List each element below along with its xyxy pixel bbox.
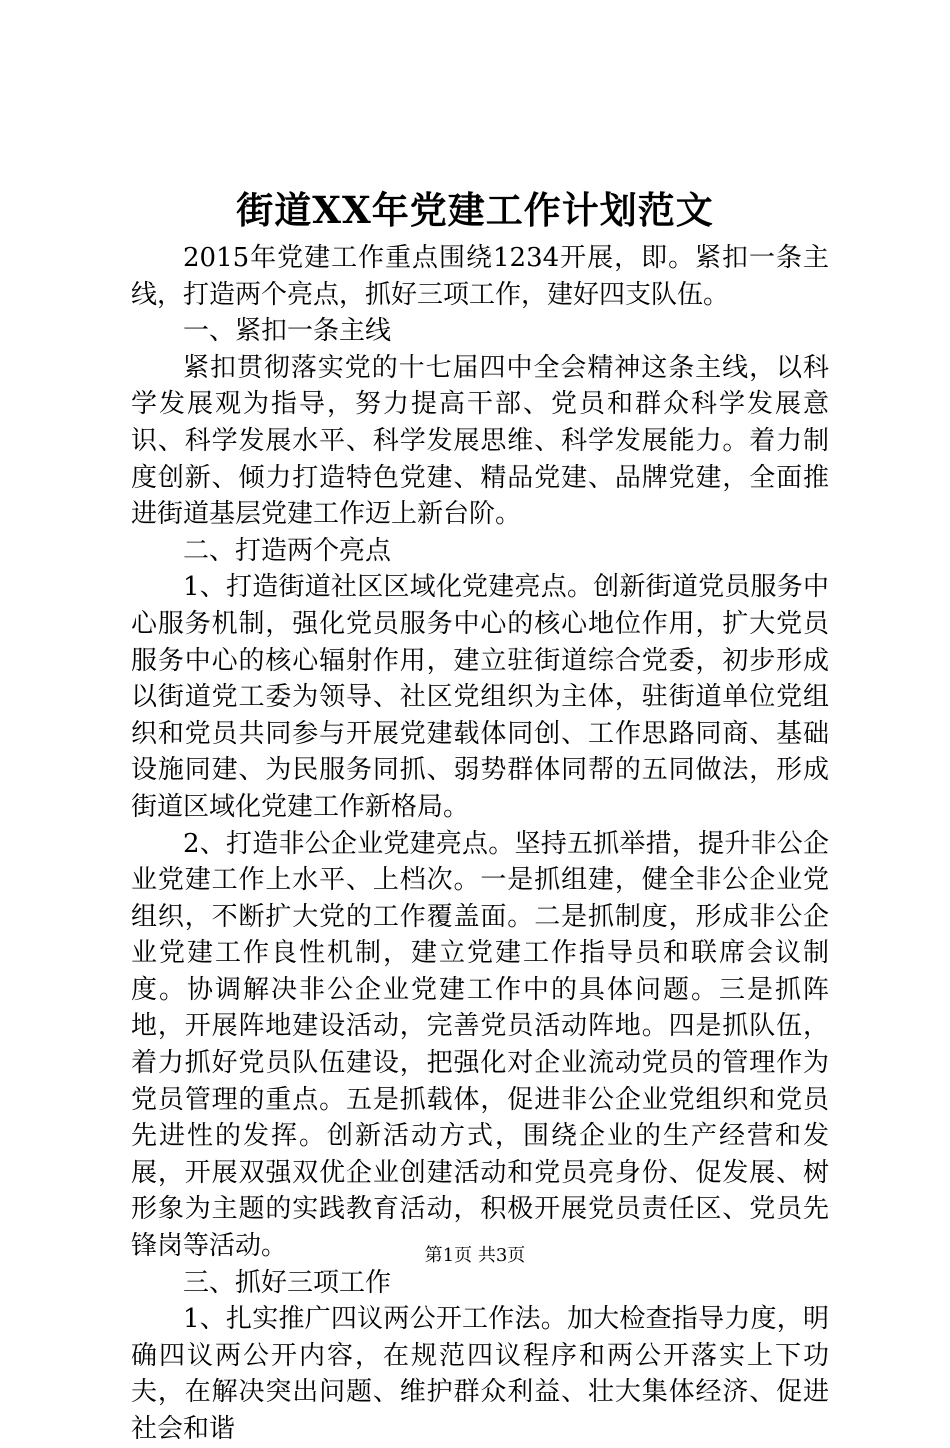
intro-paragraph: 2015年党建工作重点围绕1234开展，即。紧扣一条主线，打造两个亮点，抓好三项工作，建好四支队伍。 [131,243,829,310]
section-heading-1: 一、紧扣一条主线 [183,316,392,347]
section-heading-3: 三、抓好三项工作 [183,1267,392,1298]
page-footer: 第1页 共3页 [424,1245,526,1266]
section-1-paragraph: 紧扣贯彻落实党的十七届四中全会精神这条主线，以科学发展观为指导，努力提高干部、党员和群众科学发展意识、科学发展水平、科学发展思维、科学发展能力。着力制度创新、倾力打造特色党建、精品党建、品牌党建，全面推进街道基层党建工作迈上新台阶。 [131,352,829,530]
section-3-item-1: 1、扎实推广四议两公开工作法。加大检查指导力度，明确四议两公开内容，在规范四议程序和两公开落实上下功夫，在解决突出问题、维护群众利益、壮大集体经济、促进社会和谐 [131,1304,829,1444]
document-title: 街道XX年党建工作计划范文 [236,188,714,232]
section-2-item-1: 1、打造街道社区区域化党建亮点。创新街道党员服务中心服务机制，强化党员服务中心的核心地位作用，扩大党员服务中心的核心辐射作用，建立驻街道综合党委，初步形成以街道党工委为领导、社区党组织为主体，驻街道单位党组织和党员共同参与开展党建载体同创、工作思路同商、基础设施同建、为民服务同抓、弱势群体同帮的五同做法，形成街道区域化党建工作新格局。 [131,572,829,822]
section-heading-2: 二、打造两个亮点 [183,535,392,566]
section-2-item-2: 2、打造非公企业党建亮点。坚持五抓举措，提升非公企业党建工作上水平、上档次。一是抓组建，健全非公企业党组织，不断扩大党的工作覆盖面。二是抓制度，形成非公企业党建工作良性机制，建立党建工作指导员和联席会议制度。协调解决非公企业党建工作中的具体问题。三是抓阵地，开展阵地建设活动，完善党员活动阵地。四是抓队伍，着力抓好党员队伍建设，把强化对企业流动党员的管理作为党员管理的重点。五是抓载体，促进非公企业党组织和党员先进性的发挥。创新活动方式，围绕企业的生产经营和发展，开展双强双优企业创建活动和党员亮身份、促发展、树形象为主题的实践教育活动，积极开展党员责任区、党员先锋岗等活动。 [131,828,829,1262]
